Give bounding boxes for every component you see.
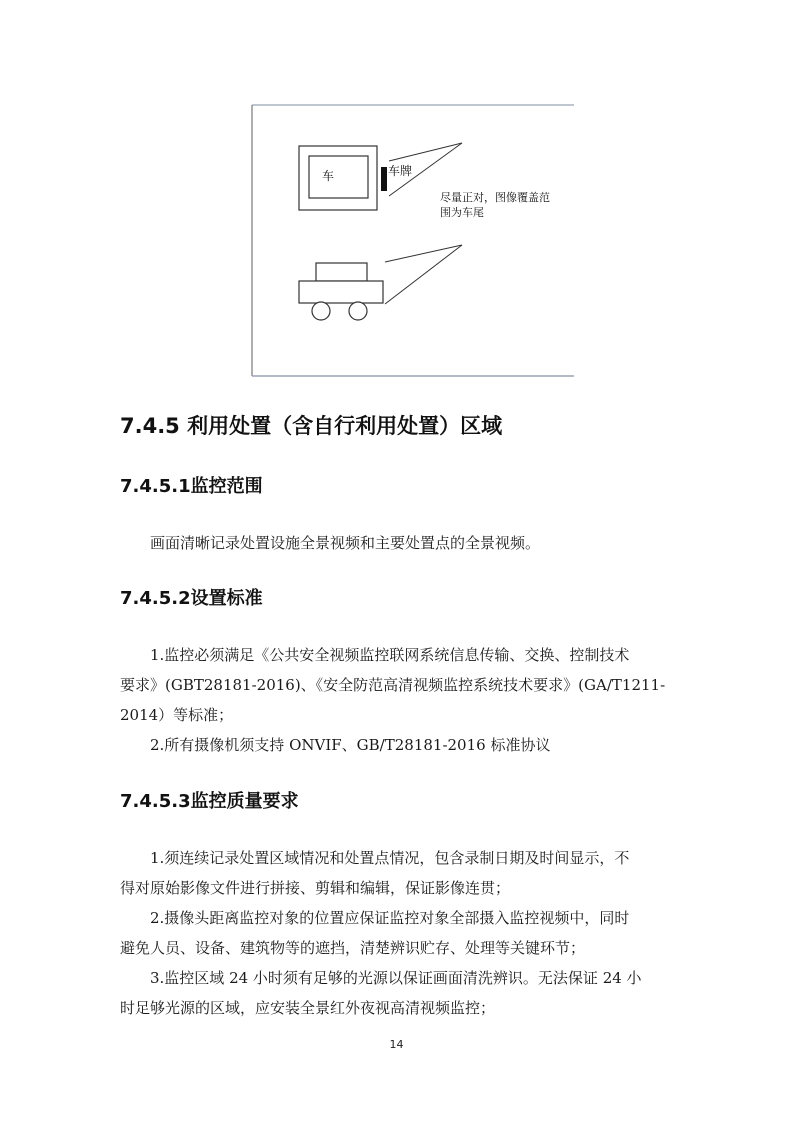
license-plate-mark <box>381 167 387 191</box>
paragraph: 1.监控必须满足《公共安全视频监控联网系统信息传输、交换、控制技术 <box>150 646 630 664</box>
diagram-drawing <box>0 0 793 390</box>
camera-placement-diagram <box>0 0 793 390</box>
paragraph: 1.须连续记录处置区域情况和处置点情况，包含录制日期及时间显示，不 <box>150 849 630 867</box>
section-title: 7.4.5 利用处置（含自行利用处置）区域 <box>120 414 503 438</box>
car-rear-wheel <box>349 302 367 320</box>
subsection-title-standards: 7.4.5.2设置标准 <box>120 588 263 609</box>
car-side-cabin <box>316 263 367 281</box>
paragraph: 时足够光源的区域，应安装全景红外夜视高清视频监控； <box>120 999 496 1017</box>
paragraph: 得对原始影像文件进行拼接、剪辑和编辑，保证影像连贯； <box>120 879 511 897</box>
subsection-title-quality: 7.4.5.3监控质量要求 <box>120 791 299 812</box>
car-label: 车 <box>322 169 335 183</box>
car-front-wheel <box>312 302 330 320</box>
page-number: 14 <box>389 1038 404 1051</box>
car-side-body <box>299 281 383 303</box>
paragraph: 要求》(GBT28181-2016)、《安全防范高清视频监控系统技术要求》(GA/T1211- <box>120 676 666 694</box>
paragraph: 3.监控区域 24 小时须有足够的光源以保证画面清洗辨识。无法保证 24 小 <box>150 969 642 987</box>
plate-label: 车牌 <box>388 164 413 178</box>
subsection-title-scope: 7.4.5.1监控范围 <box>120 476 263 497</box>
paragraph: 2014）等标准； <box>120 706 234 724</box>
paragraph: 避免人员、设备、建筑物等的遮挡，清楚辨识贮存、处理等关键环节； <box>120 939 586 957</box>
paragraph: 2.所有摄像机须支持 ONVIF、GB/T28181-2016 标准协议 <box>150 736 551 754</box>
note-label-line1: 尽量正对，图像覆盖范 <box>440 191 550 204</box>
top-cone-edge-upper <box>389 143 462 161</box>
car-top-view-inner <box>309 156 368 198</box>
paragraph: 画面清晰记录处置设施全景视频和主要处置点的全景视频。 <box>150 534 541 552</box>
paragraph: 2.摄像头距离监控对象的位置应保证监控对象全部摄入监控视频中，同时 <box>150 909 630 927</box>
note-label-line2: 围为车尾 <box>440 206 484 219</box>
